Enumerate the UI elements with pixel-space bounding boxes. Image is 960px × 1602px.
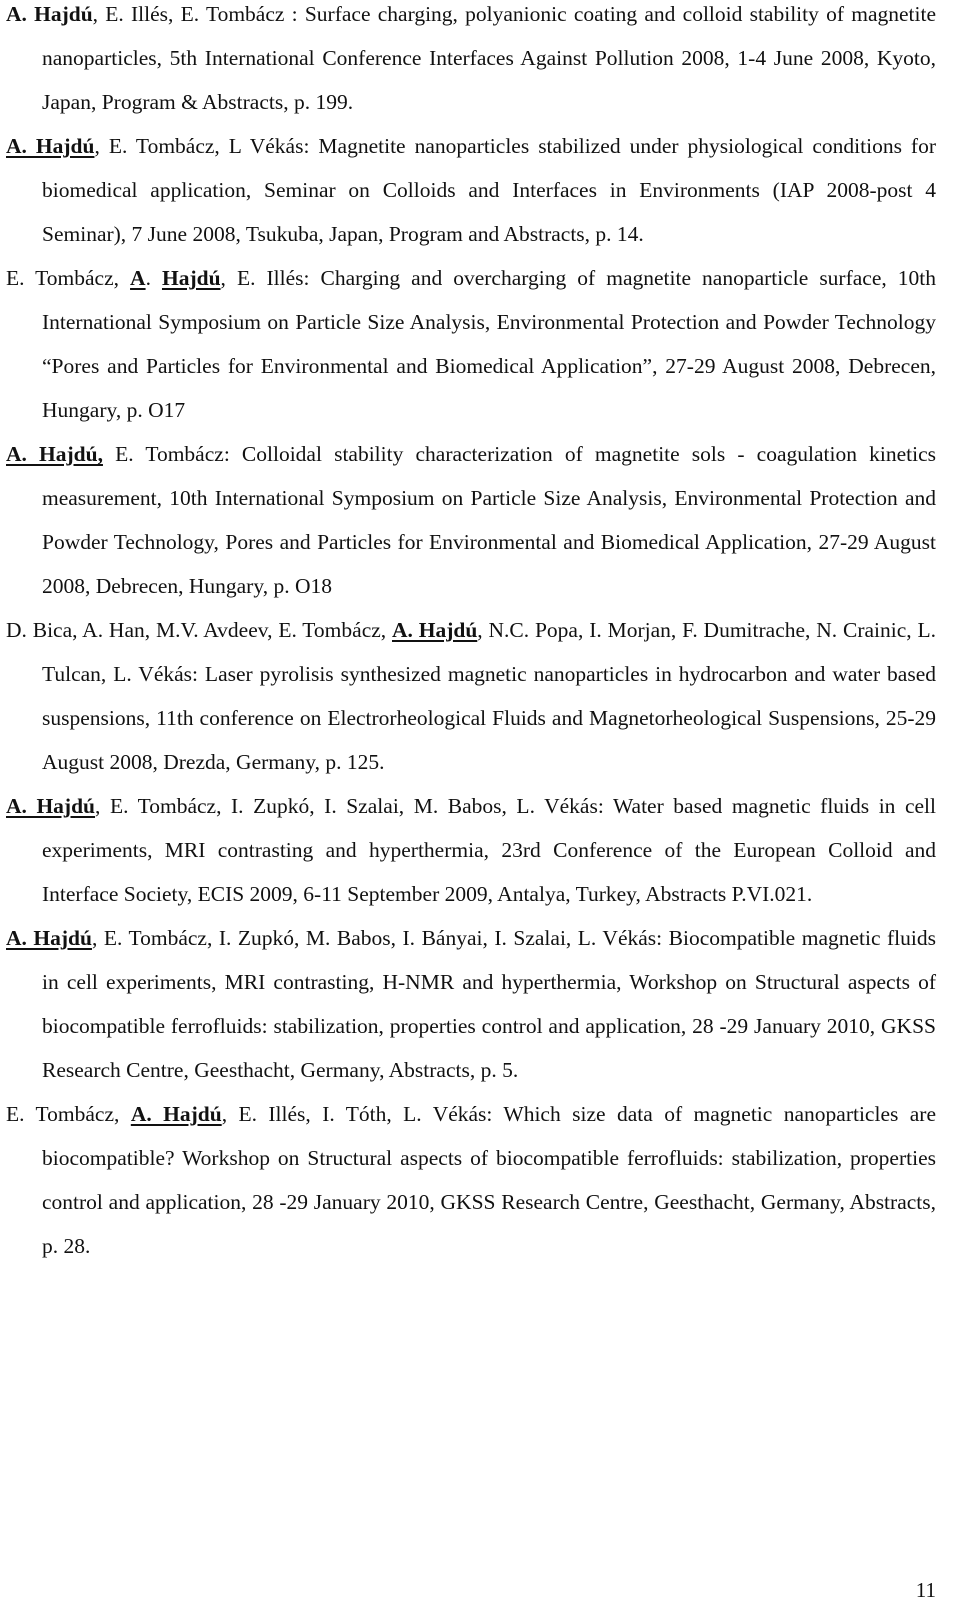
reference-text: E. Tombácz: Colloidal stability characterization of magnetite sols - coagulation kinetics measurement, 10th International Symposium on Particle Size Analysis, Environmental Protection and Powder Technology, Pores and Particles for Environmental and Biomedical Application, 27-29 August 2008, Debrecen, Hungary, p. O18 <box>42 442 936 598</box>
author-highlight: A. Hajdú <box>392 618 478 642</box>
reference-text: E. Tombácz, <box>6 266 131 290</box>
page-number: 11 <box>915 1578 936 1602</box>
author-highlight: A. Hajdú <box>6 926 92 950</box>
reference-item <box>6 0 936 124</box>
reference-text: , E. Illés, I. Tóth, L. Vékás: Which size data of magnetic nanoparticles are biocompatible? Workshop on Structural aspects of biocompatible ferrofluids: stabilization, properties control and application, 28 -29 January 2010, GKSS Research Centre, Geesthacht, Germany, Abstracts, p. 28. <box>42 1102 937 1258</box>
reference-text: , E. Tombácz, I. Zupkó, I. Szalai, M. Babos, L. Vékás: Water based magnetic fluids in cell experiments, MRI contrasting and hyperthermia, 23rd Conference of the European Colloid and Interface Society, ECIS 2009, 6-11 September 2009, Antalya, Turkey, Abstracts P.VI.021. <box>42 794 936 906</box>
reference-item <box>6 916 936 1092</box>
author-highlight: A. Hajdú <box>6 134 95 158</box>
reference-text: , N.C. Popa, I. Morjan, F. Dumitrache, N. Crainic, L. Tulcan, L. Vékás: Laser pyrolisis synthesized magnetic nanoparticles in hydrocarbon and water based suspensions, 11th conference on Electrorheological Fluids and Magnetorheological Suspensions, 25-29 August 2008, Drezda, Germany, p. 125. <box>42 618 936 774</box>
author-highlight: A. Hajdú <box>130 1102 222 1126</box>
reference-item <box>6 784 936 916</box>
reference-text: E. Tombácz, <box>6 1102 131 1126</box>
reference-list <box>6 0 936 1268</box>
reference-text: , E. Illés, E. Tombácz : Surface charging, polyanionic coating and colloid stability of magnetite nanoparticles, 5th International Conference Interfaces Against Pollution 2008, 1-4 June 2008, Kyoto, Japan, Program & Abstracts, p. 199. <box>42 2 936 114</box>
reference-item <box>6 608 936 784</box>
reference-item <box>6 432 936 608</box>
author-highlight: A. Hajdú, <box>6 442 103 466</box>
author-highlight: A. Hajdú <box>6 794 96 818</box>
reference-text: , E. Illés: Charging and overcharging of magnetite nanoparticle surface, 10th International Symposium on Particle Size Analysis, Environmental Protection and Powder Technology “Pores and Particles for Environmental and Biomedical Application”, 27-29 August 2008, Debrecen, Hungary, p. O17 <box>42 266 937 422</box>
author-highlight: A <box>130 266 146 290</box>
reference-item <box>6 124 936 256</box>
reference-item <box>6 1092 936 1268</box>
reference-item <box>6 256 936 432</box>
reference-text: . <box>145 266 162 290</box>
author-highlight: A. Hajdú <box>6 2 93 26</box>
reference-text: , E. Tombácz, L Vékás: Magnetite nanoparticles stabilized under physiological conditions for biomedical application, Seminar on Colloids and Interfaces in Environments (IAP 2008-post 4 Seminar), 7 June 2008, Tsukuba, Japan, Program and Abstracts, p. 14. <box>42 134 937 246</box>
reference-text: , E. Tombácz, I. Zupkó, M. Babos, I. Bányai, I. Szalai, L. Vékás: Biocompatible magnetic fluids in cell experiments, MRI contrasting, H-NMR and hyperthermia, Workshop on Structural aspects of biocompatible ferrofluids: stabilization, properties control and application, 28 -29 January 2010, GKSS Research Centre, Geesthacht, Germany, Abstracts, p. 5. <box>42 926 936 1082</box>
reference-text: D. Bica, A. Han, M.V. Avdeev, E. Tombácz, <box>6 618 392 642</box>
author-highlight: Hajdú <box>161 266 221 290</box>
